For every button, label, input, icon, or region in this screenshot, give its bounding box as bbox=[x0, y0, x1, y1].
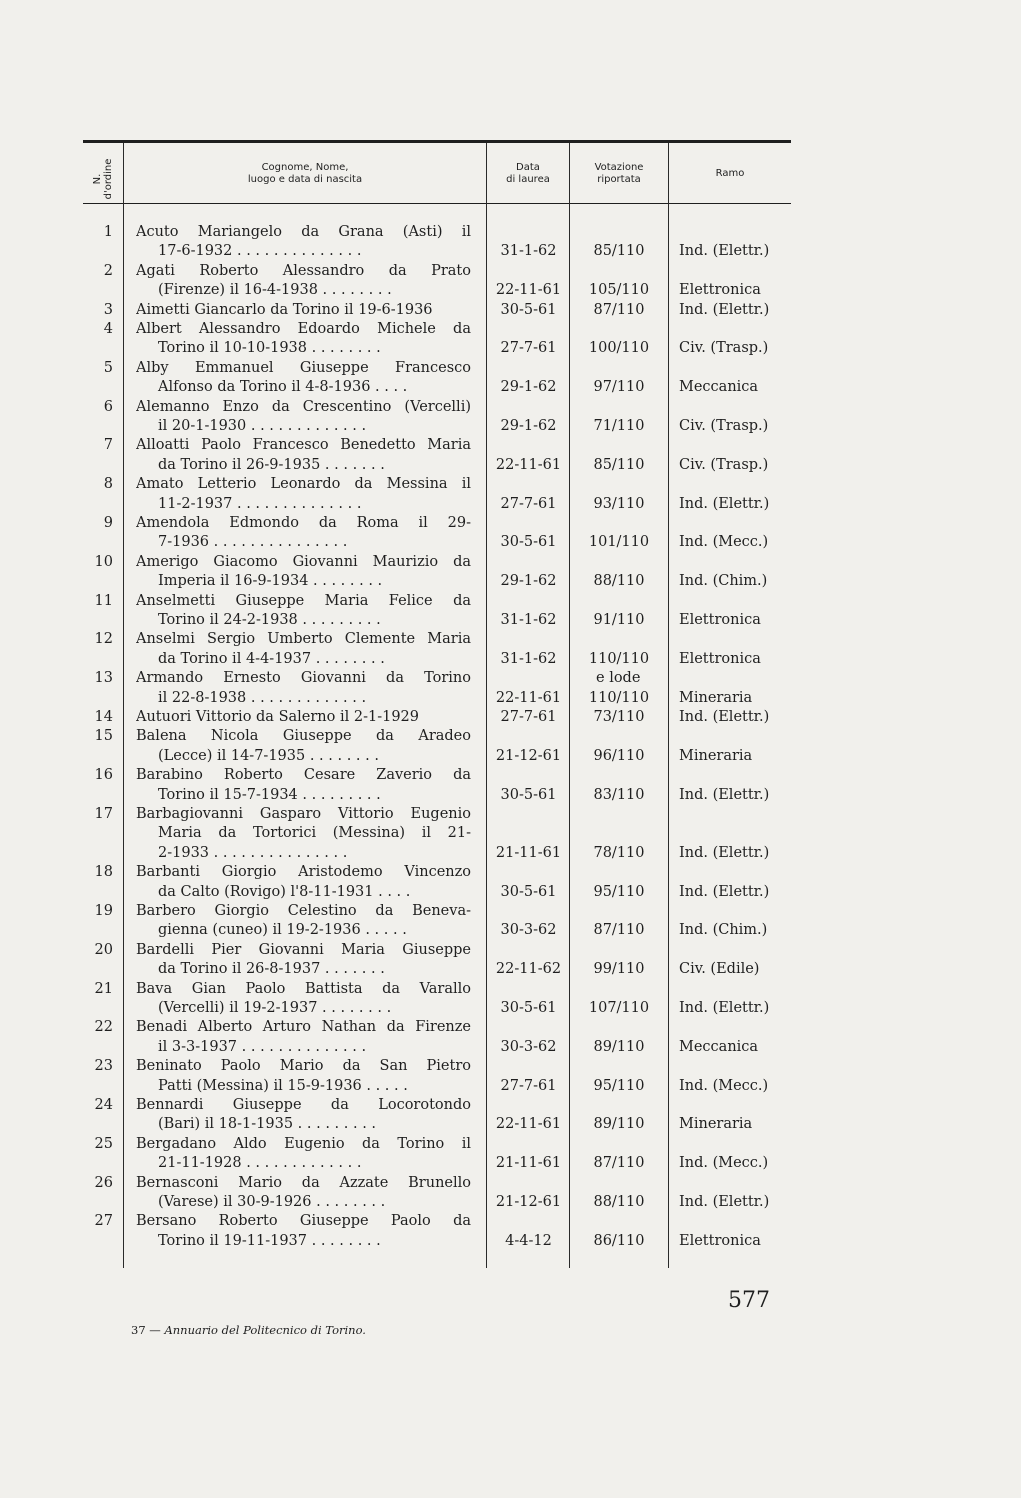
header-vote: Votazione riportata bbox=[594, 162, 644, 185]
branch: Civ. (Trasp.) bbox=[679, 417, 769, 434]
name-line: da Torino il 26-9-1935 . . . . . . . bbox=[158, 456, 385, 473]
footer-prefix: 37 — bbox=[131, 1323, 161, 1337]
footer bbox=[131, 1323, 366, 1337]
grade-value: 100/110 bbox=[588, 340, 650, 357]
row-number: 13 bbox=[94, 670, 113, 687]
name-line: Alemanno Enzo da Crescentino (Vercelli) bbox=[136, 398, 471, 415]
graduation-date: 31-1-62 bbox=[500, 243, 557, 260]
name-line: (Bari) il 18-1-1935 . . . . . . . . . bbox=[158, 1116, 377, 1133]
name-line: da Calto (Rovigo) l'8-11-1931 . . . . bbox=[158, 883, 411, 900]
name-line: da Torino il 26-8-1937 . . . . . . . bbox=[158, 961, 385, 978]
row-number: 14 bbox=[94, 709, 113, 725]
name-line: Acuto Mariangelo da Grana (Asti) il bbox=[136, 224, 471, 240]
graduation-date: 27-7-61 bbox=[500, 495, 557, 512]
graduate-name bbox=[136, 980, 471, 1019]
name-line: Albert Alessandro Edoardo Michele da bbox=[136, 321, 471, 337]
row-number: 16 bbox=[94, 767, 113, 784]
grade-value: 110/110 bbox=[588, 650, 650, 667]
name-line: Bersano Roberto Giuseppe Paolo da bbox=[136, 1213, 471, 1230]
name-line: Torino il 10-10-1938 . . . . . . . . bbox=[158, 340, 381, 357]
grade-value: 99/110 bbox=[593, 961, 645, 978]
grade bbox=[570, 960, 668, 979]
grade bbox=[570, 650, 668, 689]
graduation-date: 29-1-62 bbox=[500, 379, 557, 396]
branch: Ind. (Elettr.) bbox=[679, 883, 770, 900]
header-name: Cognome, Nome, luogo e data di nascita bbox=[247, 162, 363, 185]
graduate-name bbox=[136, 727, 471, 766]
header-ordine: N. d'ordine bbox=[92, 158, 114, 200]
branch: Ind. (Elettr.) bbox=[679, 243, 770, 260]
row-number: 10 bbox=[94, 553, 113, 570]
name-line: Beninato Paolo Mario da San Pietro bbox=[136, 1058, 471, 1075]
graduation-date: 30-5-61 bbox=[500, 883, 557, 900]
name-line: (Lecce) il 14-7-1935 . . . . . . . . bbox=[158, 747, 379, 764]
graduate-name bbox=[136, 1096, 471, 1135]
name-line: Anselmetti Giuseppe Maria Felice da bbox=[136, 592, 471, 609]
row-number: 8 bbox=[103, 476, 113, 493]
branch: Ind. (Elettr.) bbox=[679, 1193, 770, 1210]
graduate-name bbox=[136, 708, 471, 727]
grade bbox=[570, 921, 668, 940]
table-top-rule bbox=[83, 140, 791, 143]
name-line: il 3-3-1937 . . . . . . . . . . . . . . bbox=[158, 1038, 367, 1055]
branch: Civ. (Trasp.) bbox=[679, 340, 769, 357]
grade bbox=[570, 786, 668, 805]
grade bbox=[570, 339, 668, 358]
name-line: 7-1936 . . . . . . . . . . . . . . . bbox=[158, 534, 348, 551]
graduate-name bbox=[136, 630, 471, 669]
graduate-name bbox=[136, 669, 471, 708]
graduate-name bbox=[136, 262, 471, 301]
grade-value: 95/110 bbox=[593, 883, 645, 900]
column-divider bbox=[123, 143, 124, 1268]
grade-value: 86/110 bbox=[593, 1232, 645, 1249]
graduate-name bbox=[136, 398, 471, 437]
graduation-date: 30-5-61 bbox=[500, 999, 557, 1016]
graduate-name bbox=[136, 320, 471, 359]
graduate-name bbox=[136, 436, 471, 475]
header-ramo: Ramo bbox=[715, 168, 745, 179]
graduation-date: 30-5-61 bbox=[500, 786, 557, 803]
row-number: 24 bbox=[94, 1097, 113, 1113]
graduation-date: 29-1-62 bbox=[500, 417, 557, 434]
name-line: Alfonso da Torino il 4-8-1936 . . . . bbox=[158, 379, 408, 396]
graduate-name bbox=[136, 475, 471, 514]
row-number: 5 bbox=[103, 359, 113, 376]
grade bbox=[570, 456, 668, 475]
name-line: gienna (cuneo) il 19-2-1936 . . . . . bbox=[158, 922, 407, 939]
graduation-date: 21-12-61 bbox=[495, 747, 562, 764]
grade bbox=[570, 611, 668, 630]
graduate-name bbox=[136, 1135, 471, 1174]
branch: Ind. (Elettr.) bbox=[679, 844, 770, 861]
graduation-date: 21-12-61 bbox=[495, 1193, 562, 1210]
grade bbox=[570, 883, 668, 902]
name-line: Autuori Vittorio da Salerno il 2-1-1929 bbox=[136, 709, 420, 725]
graduation-date: 30-3-62 bbox=[500, 1038, 557, 1055]
grade-value: 97/110 bbox=[593, 379, 645, 396]
branch: Elettronica bbox=[679, 611, 761, 628]
grade bbox=[570, 747, 668, 766]
name-line: Barbagiovanni Gasparo Vittorio Eugenio bbox=[136, 806, 471, 822]
grade-value: 89/110 bbox=[593, 1038, 645, 1055]
grade-value: 110/110 bbox=[588, 689, 650, 706]
grade bbox=[570, 417, 668, 436]
grade-value: 91/110 bbox=[593, 611, 645, 628]
grade bbox=[570, 1232, 668, 1251]
grade-value: 85/110 bbox=[593, 456, 645, 473]
branch: Ind. (Elettr.) bbox=[679, 301, 770, 318]
graduation-date: 30-5-61 bbox=[500, 534, 557, 551]
page-number: 577 bbox=[728, 1288, 770, 1313]
grade-value: 87/110 bbox=[593, 1155, 645, 1172]
name-line: Amato Letterio Leonardo da Messina il bbox=[136, 476, 471, 493]
branch: Mineraria bbox=[679, 1116, 753, 1133]
grade bbox=[570, 844, 668, 863]
graduation-date: 22-11-61 bbox=[495, 282, 562, 299]
name-line: Barbanti Giorgio Aristodemo Vincenzo bbox=[136, 864, 471, 881]
branch: Ind. (Elettr.) bbox=[679, 709, 770, 725]
graduation-date: 27-7-61 bbox=[500, 340, 557, 357]
branch: Mineraria bbox=[679, 747, 753, 764]
graduate-name bbox=[136, 766, 471, 805]
grade-value: 88/110 bbox=[593, 1193, 645, 1210]
graduate-name bbox=[136, 592, 471, 631]
grade-value: 95/110 bbox=[593, 1077, 645, 1094]
row-number: 25 bbox=[94, 1135, 113, 1152]
branch: Ind. (Chim.) bbox=[679, 573, 768, 590]
grade bbox=[570, 495, 668, 514]
grade-value: 93/110 bbox=[593, 495, 645, 512]
graduation-date: 31-1-62 bbox=[500, 650, 557, 667]
row-number: 3 bbox=[103, 301, 113, 318]
row-number: 11 bbox=[94, 592, 113, 609]
graduation-date: 22-11-62 bbox=[495, 961, 562, 978]
name-line: Bergadano Aldo Eugenio da Torino il bbox=[136, 1135, 471, 1152]
row-number: 23 bbox=[94, 1058, 113, 1075]
column-divider bbox=[668, 143, 669, 1268]
name-line: 11-2-1937 . . . . . . . . . . . . . . bbox=[158, 495, 362, 512]
graduation-date: 31-1-62 bbox=[500, 611, 557, 628]
grade bbox=[570, 1077, 668, 1096]
grade-value: 73/110 bbox=[593, 709, 645, 725]
name-line: Aimetti Giancarlo da Torino il 19-6-1936 bbox=[136, 301, 433, 318]
grade bbox=[570, 301, 668, 320]
name-line: Benadi Alberto Arturo Nathan da Firenze bbox=[136, 1019, 471, 1036]
grade bbox=[570, 708, 668, 727]
branch: Ind. (Elettr.) bbox=[679, 999, 770, 1016]
grade bbox=[570, 242, 668, 261]
graduation-date: 27-7-61 bbox=[500, 709, 557, 725]
row-number: 18 bbox=[94, 864, 113, 881]
name-line: Anselmi Sergio Umberto Clemente Maria bbox=[136, 631, 471, 648]
name-line: Torino il 15-7-1934 . . . . . . . . . bbox=[158, 786, 381, 803]
row-number: 20 bbox=[94, 941, 113, 958]
name-line: Bardelli Pier Giovanni Maria Giuseppe bbox=[136, 941, 471, 958]
name-line: Alby Emmanuel Giuseppe Francesco bbox=[136, 359, 471, 376]
grade bbox=[570, 378, 668, 397]
row-number: 21 bbox=[94, 980, 113, 997]
graduate-name bbox=[136, 1018, 471, 1057]
name-line: Bava Gian Paolo Battista da Varallo bbox=[136, 980, 471, 997]
branch: Mineraria bbox=[679, 689, 753, 706]
branch: Civ. (Trasp.) bbox=[679, 456, 769, 473]
graduate-name bbox=[136, 941, 471, 980]
branch: Civ. (Edile) bbox=[679, 961, 760, 978]
grade bbox=[570, 1038, 668, 1057]
graduate-name bbox=[136, 902, 471, 941]
name-line: (Firenze) il 16-4-1938 . . . . . . . . bbox=[158, 282, 392, 299]
row-number: 12 bbox=[94, 631, 113, 648]
grade-value: 87/110 bbox=[593, 922, 645, 939]
name-line: Bernasconi Mario da Azzate Brunello bbox=[136, 1174, 471, 1191]
name-line: Torino il 19-11-1937 . . . . . . . . bbox=[158, 1232, 381, 1249]
row-number: 6 bbox=[103, 398, 113, 415]
name-line: Imperia il 16-9-1934 . . . . . . . . bbox=[158, 573, 383, 590]
branch: Ind. (Mecc.) bbox=[679, 1155, 769, 1172]
branch: Ind. (Chim.) bbox=[679, 922, 768, 939]
graduate-name bbox=[136, 1057, 471, 1096]
name-line: Maria da Tortorici (Messina) il 21- bbox=[158, 825, 471, 842]
branch: Elettronica bbox=[679, 282, 761, 299]
graduate-name bbox=[136, 553, 471, 592]
row-number: 2 bbox=[103, 262, 113, 279]
name-line: Amendola Edmondo da Roma il 29- bbox=[136, 515, 471, 531]
name-line: Alloatti Paolo Francesco Benedetto Maria bbox=[136, 437, 471, 454]
graduation-date: 22-11-61 bbox=[495, 689, 562, 706]
name-line: Patti (Messina) il 15-9-1936 . . . . . bbox=[158, 1077, 408, 1094]
grade bbox=[570, 999, 668, 1018]
name-line: da Torino il 4-4-1937 . . . . . . . . bbox=[158, 650, 385, 667]
footer-title: Annuario del Politecnico di Torino. bbox=[164, 1323, 366, 1337]
grade-value: 96/110 bbox=[593, 747, 645, 764]
name-line: il 22-8-1938 . . . . . . . . . . . . . bbox=[158, 689, 367, 706]
graduate-name bbox=[136, 863, 471, 902]
grade bbox=[570, 689, 668, 708]
graduation-date: 30-3-62 bbox=[500, 922, 557, 939]
branch: Ind. (Mecc.) bbox=[679, 1077, 769, 1094]
name-line: il 20-1-1930 . . . . . . . . . . . . . bbox=[158, 418, 367, 434]
graduation-date: 21-11-61 bbox=[495, 1155, 562, 1172]
grade-value: 107/110 bbox=[588, 999, 650, 1016]
graduation-date: 29-1-62 bbox=[500, 573, 557, 590]
branch: Elettronica bbox=[679, 1232, 761, 1249]
name-line: (Varese) il 30-9-1926 . . . . . . . . bbox=[158, 1194, 386, 1210]
row-number: 4 bbox=[103, 321, 113, 337]
graduation-date: 22-11-61 bbox=[495, 456, 562, 473]
name-line: Armando Ernesto Giovanni da Torino bbox=[136, 670, 471, 687]
graduate-name bbox=[136, 1174, 471, 1213]
name-line: Torino il 24-2-1938 . . . . . . . . . bbox=[158, 612, 381, 628]
grade-value: 85/110 bbox=[593, 243, 645, 260]
row-number: 26 bbox=[94, 1174, 113, 1191]
branch: Meccanica bbox=[679, 1038, 759, 1055]
branch: Ind. (Mecc.) bbox=[679, 534, 769, 551]
grade-value: 87/110 bbox=[593, 301, 645, 318]
row-number: 22 bbox=[94, 1019, 113, 1036]
name-line: 2-1933 . . . . . . . . . . . . . . . bbox=[158, 844, 348, 861]
table-header-rule bbox=[83, 203, 791, 204]
branch: Ind. (Elettr.) bbox=[679, 495, 770, 512]
grade-value: 89/110 bbox=[593, 1116, 645, 1133]
row-number: 9 bbox=[103, 515, 113, 531]
graduate-name bbox=[136, 223, 471, 262]
grade bbox=[570, 1193, 668, 1212]
name-line: Agati Roberto Alessandro da Prato bbox=[136, 262, 471, 279]
row-number: 27 bbox=[94, 1213, 113, 1230]
grade-value: 88/110 bbox=[593, 573, 645, 590]
row-number: 15 bbox=[94, 728, 113, 745]
graduate-name bbox=[136, 301, 471, 320]
graduation-date: 22-11-61 bbox=[495, 1116, 562, 1133]
name-line: Bennardi Giuseppe da Locorotondo bbox=[136, 1097, 471, 1113]
grade-value: 101/110 bbox=[588, 534, 650, 551]
grade-value: 71/110 bbox=[593, 417, 645, 434]
grade bbox=[570, 1115, 668, 1134]
name-line: Amerigo Giacomo Giovanni Maurizio da bbox=[136, 553, 471, 570]
header-date: Data di laurea bbox=[506, 162, 550, 185]
grade bbox=[570, 572, 668, 591]
grade-value: 83/110 bbox=[593, 786, 645, 803]
graduation-date: 21-11-61 bbox=[495, 844, 562, 861]
graduate-name bbox=[136, 514, 471, 553]
name-line: (Vercelli) il 19-2-1937 . . . . . . . . bbox=[158, 1000, 392, 1016]
grade bbox=[570, 281, 668, 300]
row-number: 17 bbox=[94, 806, 113, 822]
graduate-name bbox=[136, 359, 471, 398]
graduate-name bbox=[136, 805, 471, 863]
grade bbox=[570, 533, 668, 552]
graduate-name bbox=[136, 1212, 471, 1251]
branch: Elettronica bbox=[679, 650, 761, 667]
name-line: 17-6-1932 . . . . . . . . . . . . . . bbox=[158, 243, 362, 260]
graduation-date: 30-5-61 bbox=[500, 301, 557, 318]
grade bbox=[570, 1154, 668, 1173]
name-line: 21-11-1928 . . . . . . . . . . . . . bbox=[158, 1155, 362, 1172]
name-line: Barabino Roberto Cesare Zaverio da bbox=[136, 767, 471, 784]
branch: Meccanica bbox=[679, 379, 759, 396]
grade-honors: e lode bbox=[596, 670, 641, 687]
name-line: Barbero Giorgio Celestino da Beneva- bbox=[136, 903, 471, 919]
row-number: 7 bbox=[103, 437, 113, 454]
branch: Ind. (Elettr.) bbox=[679, 786, 770, 803]
grade-value: 78/110 bbox=[593, 844, 645, 861]
name-line: Balena Nicola Giuseppe da Aradeo bbox=[136, 728, 471, 745]
grade-value: 105/110 bbox=[588, 282, 650, 299]
row-number: 19 bbox=[94, 903, 113, 919]
graduation-date: 27-7-61 bbox=[500, 1077, 557, 1094]
row-number: 1 bbox=[103, 224, 113, 240]
graduation-date: 4-4-12 bbox=[505, 1232, 552, 1249]
